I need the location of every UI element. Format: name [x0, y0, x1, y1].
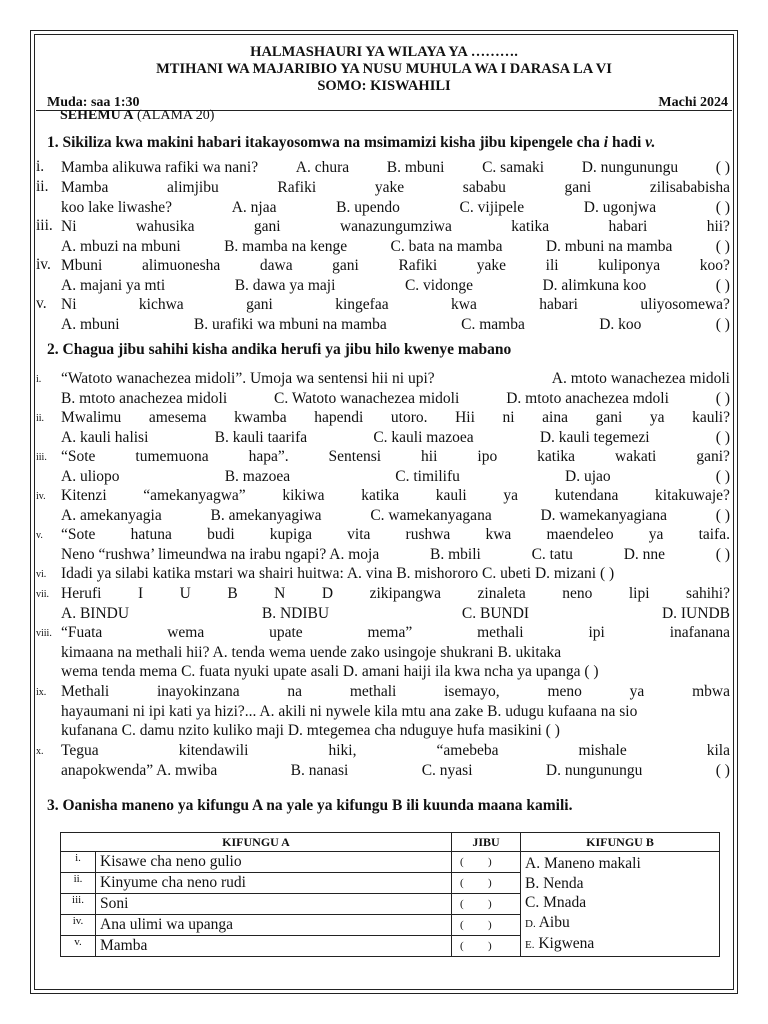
- question-text: kwamba: [234, 409, 287, 426]
- paren-close: ): [488, 940, 492, 952]
- question-line: [61, 158, 730, 177]
- question-text: gani: [246, 296, 273, 313]
- question-text: C. vidonge: [404, 276, 473, 294]
- question-text: inafanana: [669, 624, 730, 641]
- option-text: Nenda: [543, 874, 584, 892]
- question-text: C. Watoto wanachezea midoli: [274, 389, 460, 407]
- question-text: budi: [207, 526, 235, 543]
- question-text: kimaana na methali hii? A. tenda wema uende zako usingoje shukrani B. ukitaka: [61, 643, 562, 661]
- item-number: v.: [36, 530, 43, 541]
- option-letter: B.: [525, 874, 540, 892]
- option-letter: A.: [525, 855, 541, 872]
- question-text: aina: [542, 409, 568, 426]
- question-text: vita: [347, 526, 371, 543]
- answer-blank[interactable]: ( ): [715, 159, 730, 176]
- question-text: U: [179, 585, 191, 602]
- section-marks: (ALAMA 20): [137, 108, 215, 123]
- question-text: Hii: [455, 409, 475, 426]
- question-text: hapa”.: [248, 448, 289, 465]
- question-text: Tegua: [61, 742, 99, 759]
- paren-close: ): [488, 856, 492, 868]
- question-text: A. uliopo: [61, 467, 120, 485]
- question-text: hayaumani ni ipi kati ya hizi?... A. akili ni nywele kila mtu ana zake B. udugu kufaana na sio: [61, 702, 638, 720]
- question-text: wahusika: [135, 218, 195, 235]
- question-text: dawa: [259, 257, 293, 274]
- question-text: habari: [608, 218, 648, 235]
- question-text: D. nungunungu: [545, 761, 643, 779]
- question-line: [61, 315, 730, 334]
- question-text: kupiga: [269, 526, 312, 543]
- question-line: [61, 428, 730, 447]
- question-line: [61, 295, 730, 314]
- question-text: zilisababisha: [649, 179, 730, 196]
- question-text: A. amekanyagia: [61, 506, 162, 524]
- paren-open: (: [460, 856, 464, 868]
- question-text: neno: [562, 585, 593, 602]
- option-text: Mnada: [543, 894, 587, 911]
- question-text: Methali: [61, 683, 110, 700]
- answer-blank[interactable]: ( ): [715, 467, 730, 485]
- section-title: [60, 108, 214, 124]
- paren-open: (: [460, 919, 464, 931]
- question-text: ni: [502, 409, 515, 426]
- answer-box[interactable]: [452, 852, 521, 873]
- row-number: v.: [61, 936, 96, 957]
- question-line: [61, 467, 730, 486]
- question-text: yake: [476, 257, 507, 274]
- kifungu-a-item: Mamba: [96, 936, 452, 957]
- question-text: kwa: [485, 526, 512, 543]
- option-text: Aibu: [538, 913, 570, 931]
- paren-close: ): [488, 898, 492, 910]
- question-3-heading: 3. Oanisha maneno ya kifungu A na yale ya kifungu B ili kuunda maana kamili.: [47, 797, 573, 814]
- question-text: wakati: [615, 448, 657, 465]
- question-text: D. mtoto anachezea mdoli: [506, 389, 669, 407]
- question-text: “amebeba: [436, 742, 499, 759]
- question-text: B. upendo: [336, 198, 400, 216]
- exam-date: Machi 2024: [658, 95, 728, 110]
- answer-blank[interactable]: ( ): [715, 276, 730, 294]
- question-text: ipo: [477, 448, 498, 465]
- item-number: iv.: [36, 491, 46, 502]
- question-line: [61, 761, 730, 780]
- question-text: hiki,: [328, 742, 357, 759]
- question-text: katika: [511, 218, 550, 235]
- question-text: A. BINDU: [61, 604, 130, 622]
- question-line: [61, 178, 730, 197]
- question-text: hii?: [706, 218, 730, 235]
- row-number: iii.: [61, 894, 96, 915]
- question-text: D: [321, 585, 334, 602]
- question-line: [61, 408, 730, 427]
- question-text: B. mbili: [430, 545, 481, 563]
- question-text: Kitenzi: [61, 487, 107, 504]
- option-text: Kigwena: [538, 935, 595, 952]
- question-text: kitendawili: [178, 742, 249, 759]
- question-text: C. samaki: [482, 159, 545, 176]
- question-line: [61, 506, 730, 525]
- question-text: zikipangwa: [369, 585, 442, 602]
- option-text: Maneno makali: [543, 855, 641, 872]
- answer-blank[interactable]: ( ): [715, 198, 730, 216]
- question-text: methali: [477, 624, 524, 641]
- question-text: kauli: [435, 487, 467, 504]
- question-text: kikiwa: [282, 487, 325, 504]
- question-text: A. mbuni: [61, 315, 120, 333]
- item-number: iv.: [36, 256, 51, 273]
- question-text: zinaleta: [477, 585, 526, 602]
- answer-blank[interactable]: ( ): [715, 389, 730, 407]
- question-text: mema”: [367, 624, 413, 641]
- row-number: iv.: [61, 915, 96, 936]
- question-text: N: [274, 585, 286, 602]
- question-text: D. wamekanyagiana: [540, 506, 668, 524]
- kifungu-b-option: [525, 913, 715, 935]
- question-text: wema: [167, 624, 205, 641]
- item-number: ii.: [36, 413, 45, 424]
- question-text: katika: [361, 487, 400, 504]
- question-text: C. nyasi: [421, 761, 473, 779]
- question-text: kufanana C. damu nzito kuliko maji D. mtegemea cha nduguye hufa masikini ( ): [61, 722, 560, 739]
- question-text: B. mbuni: [386, 159, 445, 176]
- item-number: viii.: [36, 628, 52, 639]
- question-text: Ni: [61, 218, 77, 235]
- col-header-jibu: JIBU: [452, 833, 521, 852]
- question-text: A. mbuzi na mbuni: [61, 237, 181, 255]
- item-number: vi.: [36, 569, 47, 580]
- answer-box[interactable]: [452, 894, 521, 915]
- question-text: A. majani ya mti: [61, 276, 166, 294]
- question-text: koo?: [699, 257, 730, 274]
- question-text: C. mamba: [461, 315, 525, 333]
- question-text: D. kauli tegemezi: [539, 428, 650, 446]
- question-line: [61, 389, 730, 408]
- q1-heading-v: v.: [645, 134, 656, 151]
- question-text: gani: [332, 257, 359, 274]
- item-number: i.: [36, 374, 42, 385]
- item-number: vii.: [36, 589, 50, 600]
- question-text: yake: [374, 179, 405, 196]
- answer-blank[interactable]: ( ): [715, 545, 730, 563]
- exam-duration: Muda: saa 1:30: [47, 95, 140, 110]
- question-text: “amekanyagwa”: [143, 487, 246, 504]
- question-text: “Sote: [61, 448, 96, 465]
- question-text: Mwalimu: [61, 409, 122, 426]
- item-number: ii.: [36, 178, 49, 195]
- question-text: uliyosomewa?: [640, 296, 730, 313]
- question-text: C. timilifu: [395, 467, 460, 485]
- question-text: B. nanasi: [290, 761, 349, 779]
- answer-blank[interactable]: ( ): [715, 506, 730, 524]
- question-line: [61, 486, 730, 505]
- district-header: HALMASHAURI YA WILAYA YA ……….: [250, 44, 518, 60]
- kifungu-a-item: Ana ulimi wa upanga: [96, 915, 452, 936]
- question-line: [61, 741, 730, 760]
- question-text: inayokinzana: [157, 683, 240, 700]
- item-number: i.: [36, 158, 45, 175]
- question-text: tumemuona: [135, 448, 209, 465]
- question-text: C. bata na mamba: [390, 237, 503, 255]
- kifungu-b-option: [525, 854, 715, 874]
- question-text: hii: [421, 448, 438, 465]
- question-text: methali: [349, 683, 397, 700]
- question-text: D. ugonjwa: [583, 198, 657, 216]
- answer-blank[interactable]: ( ): [715, 761, 730, 779]
- question-text: taifa.: [698, 526, 730, 543]
- question-line: [61, 369, 730, 388]
- question-text: meno: [547, 683, 582, 700]
- question-line: [61, 643, 730, 662]
- question-text: gani?: [696, 448, 730, 465]
- section-name: SEHEMU A: [60, 108, 134, 123]
- question-text: mishale: [578, 742, 627, 759]
- question-text: Mamba: [61, 179, 109, 196]
- question-text: C. BUNDI: [461, 604, 530, 622]
- q1-heading-text: 1. Sikiliza kwa makini habari itakayosomwa na msimamizi kisha jibu kipengele cha: [47, 134, 604, 151]
- question-text: sababu: [462, 179, 506, 196]
- question-text: gani: [253, 218, 281, 235]
- question-line: [61, 604, 730, 623]
- question-text: Mamba alikuwa rafiki wa nani?: [61, 159, 259, 176]
- question-text: C. kauli mazoea: [373, 428, 474, 446]
- question-text: rushwa: [405, 526, 451, 543]
- item-number: v.: [36, 295, 47, 312]
- question-text: ya: [649, 409, 665, 426]
- question-line: [61, 447, 730, 466]
- question-text: wanazungumziwa: [339, 218, 452, 235]
- question-text: D. mbuni na mamba: [545, 237, 673, 255]
- kifungu-a-item: Soni: [96, 894, 452, 915]
- question-text: kwa: [451, 296, 477, 313]
- question-text: hatuna: [130, 526, 172, 543]
- question-line: [61, 721, 730, 740]
- question-text: A. kauli halisi: [61, 428, 149, 446]
- question-text: “Sote: [61, 526, 96, 543]
- question-text: kingefaa: [335, 296, 389, 313]
- question-line: [61, 662, 730, 681]
- question-text: B. mamba na kenge: [224, 237, 348, 255]
- question-text: wema tenda mema C. fuata nyuki upate asali D. amani haiji ila kwa ncha ya upanga ( ): [61, 663, 599, 680]
- question-text: gani: [595, 409, 623, 426]
- question-line: [61, 702, 730, 721]
- question-text: A. chura: [295, 159, 350, 176]
- question-text: amesema: [148, 409, 207, 426]
- question-line: [61, 564, 730, 583]
- question-text: Sentensi: [328, 448, 382, 465]
- question-line: [61, 276, 730, 295]
- question-text: B. urafiki wa mbuni na mamba: [193, 315, 387, 333]
- kifungu-a-item: Kinyume cha neno rudi: [96, 873, 452, 894]
- matching-table: [60, 832, 720, 957]
- answer-box[interactable]: [452, 936, 521, 957]
- question-text: utoro.: [390, 409, 428, 426]
- answer-box[interactable]: [452, 915, 521, 936]
- question-line: [61, 584, 730, 603]
- question-text: D. koo: [599, 315, 642, 333]
- kifungu-b-option: [525, 934, 715, 956]
- paren-open: (: [460, 940, 464, 952]
- question-text: B: [227, 585, 238, 602]
- question-text: koo lake liwashe?: [61, 198, 173, 216]
- question-text: C. wamekanyagana: [370, 506, 492, 524]
- question-text: katika: [537, 448, 576, 465]
- question-text: I: [137, 585, 144, 602]
- question-text: ili: [545, 257, 559, 274]
- question-line: [61, 256, 730, 275]
- paren-open: (: [460, 898, 464, 910]
- q1-heading-i: i: [603, 134, 609, 151]
- option-letter: E.: [525, 939, 535, 951]
- kifungu-a-item: Kisawe cha neno gulio: [96, 852, 452, 873]
- question-text: D. alimkuna koo: [542, 276, 647, 294]
- question-text: sahihi?: [686, 585, 730, 602]
- answer-blank[interactable]: ( ): [715, 237, 730, 255]
- option-letter: C.: [525, 894, 540, 911]
- question-text: anapokwenda” A. mwiba: [61, 761, 218, 779]
- question-text: B. kauli taarifa: [214, 428, 308, 446]
- question-text: Rafiki: [398, 257, 438, 274]
- question-line: [61, 217, 730, 236]
- question-text: kuliponya: [598, 257, 661, 274]
- question-line: [61, 525, 730, 544]
- question-text: na: [287, 683, 303, 700]
- paren-open: (: [460, 877, 464, 889]
- paren-close: ): [488, 877, 492, 889]
- col-header-kifungu-a: KIFUNGU A: [61, 833, 452, 852]
- question-text: mbwa: [692, 683, 730, 700]
- question-text: kutendana: [554, 487, 619, 504]
- question-text: A. njaa: [231, 198, 277, 216]
- question-text: Neno “rushwa’ limeundwa na irabu ngapi? A. moja: [61, 545, 380, 563]
- question-text: Mbuni: [61, 257, 103, 274]
- col-header-kifungu-b: KIFUNGU B: [521, 833, 720, 852]
- question-line: [61, 623, 730, 642]
- question-text: A. mtoto wanachezea midoli: [551, 370, 730, 387]
- question-text: Idadi ya silabi katika mstari wa shairi huitwa: A. vina B. mishororo C. ubeti D. mizani ( ): [61, 565, 615, 582]
- question-text: maendeleo: [546, 526, 614, 543]
- question-line: [61, 198, 730, 217]
- question-text: D. ujao: [565, 467, 611, 485]
- question-text: “Fuata: [61, 624, 103, 641]
- question-text: isemayo,: [444, 683, 500, 700]
- answer-box[interactable]: [452, 873, 521, 894]
- question-text: D. nungunungu: [581, 159, 679, 176]
- question-text: hapendi: [314, 409, 364, 426]
- question-text: Rafiki: [277, 179, 317, 196]
- answer-blank[interactable]: ( ): [715, 428, 730, 446]
- item-number: x.: [36, 746, 44, 757]
- question-line: [61, 682, 730, 701]
- question-text: kila: [706, 742, 730, 759]
- question-text: B. mtoto anachezea midoli: [61, 389, 228, 407]
- q1-heading-mid: hadi: [608, 134, 646, 151]
- question-text: B. mazoea: [224, 467, 291, 485]
- question-text: ya: [648, 526, 664, 543]
- question-text: alimuonesha: [141, 257, 221, 274]
- question-2-heading: 2. Chagua jibu sahihi kisha andika herufi ya jibu hilo kwenye mabano: [47, 341, 512, 358]
- question-text: alimjibu: [167, 179, 219, 196]
- question-text: B. dawa ya maji: [234, 276, 336, 294]
- question-text: “Watoto wanachezea midoli”. Umoja wa sentensi hii ni upi?: [61, 370, 435, 387]
- question-text: D. nne: [623, 545, 666, 563]
- row-number: i.: [61, 852, 96, 873]
- question-text: ipi: [588, 624, 605, 641]
- question-1-heading: [47, 134, 655, 152]
- question-text: ya: [503, 487, 519, 504]
- subject-title: SOMO: KISWAHILI: [317, 78, 451, 94]
- answer-blank[interactable]: ( ): [715, 315, 730, 333]
- item-number: iii.: [36, 217, 53, 234]
- question-text: kichwa: [138, 296, 184, 313]
- question-text: ya: [629, 683, 645, 700]
- kifungu-b-options: [521, 852, 720, 957]
- question-text: D. IUNDB: [661, 604, 730, 622]
- question-text: upate: [269, 624, 303, 641]
- kifungu-b-option: [525, 874, 715, 894]
- question-text: kauli?: [692, 409, 730, 426]
- question-text: gani: [564, 179, 592, 196]
- option-letter: D.: [525, 917, 536, 930]
- question-line: [61, 237, 730, 256]
- table-row: [61, 852, 720, 873]
- paren-close: ): [488, 919, 492, 931]
- question-text: kitakuwaje?: [655, 487, 730, 504]
- item-number: ix.: [36, 687, 47, 698]
- item-number: iii.: [36, 452, 47, 463]
- question-text: lipi: [628, 585, 650, 602]
- question-text: Herufi: [61, 585, 102, 602]
- exam-title: MTIHANI WA MAJARIBIO YA NUSU MUHULA WA I DARASA LA VI: [156, 61, 612, 77]
- question-line: [61, 545, 730, 564]
- question-text: C. tatu: [531, 545, 573, 563]
- question-text: C. vijipele: [459, 198, 525, 216]
- question-text: B. amekanyagiwa: [210, 506, 322, 524]
- question-text: B. NDIBU: [261, 604, 330, 622]
- question-text: Ni: [61, 296, 77, 313]
- question-text: habari: [539, 296, 578, 313]
- kifungu-b-option: [525, 893, 715, 913]
- row-number: ii.: [61, 873, 96, 894]
